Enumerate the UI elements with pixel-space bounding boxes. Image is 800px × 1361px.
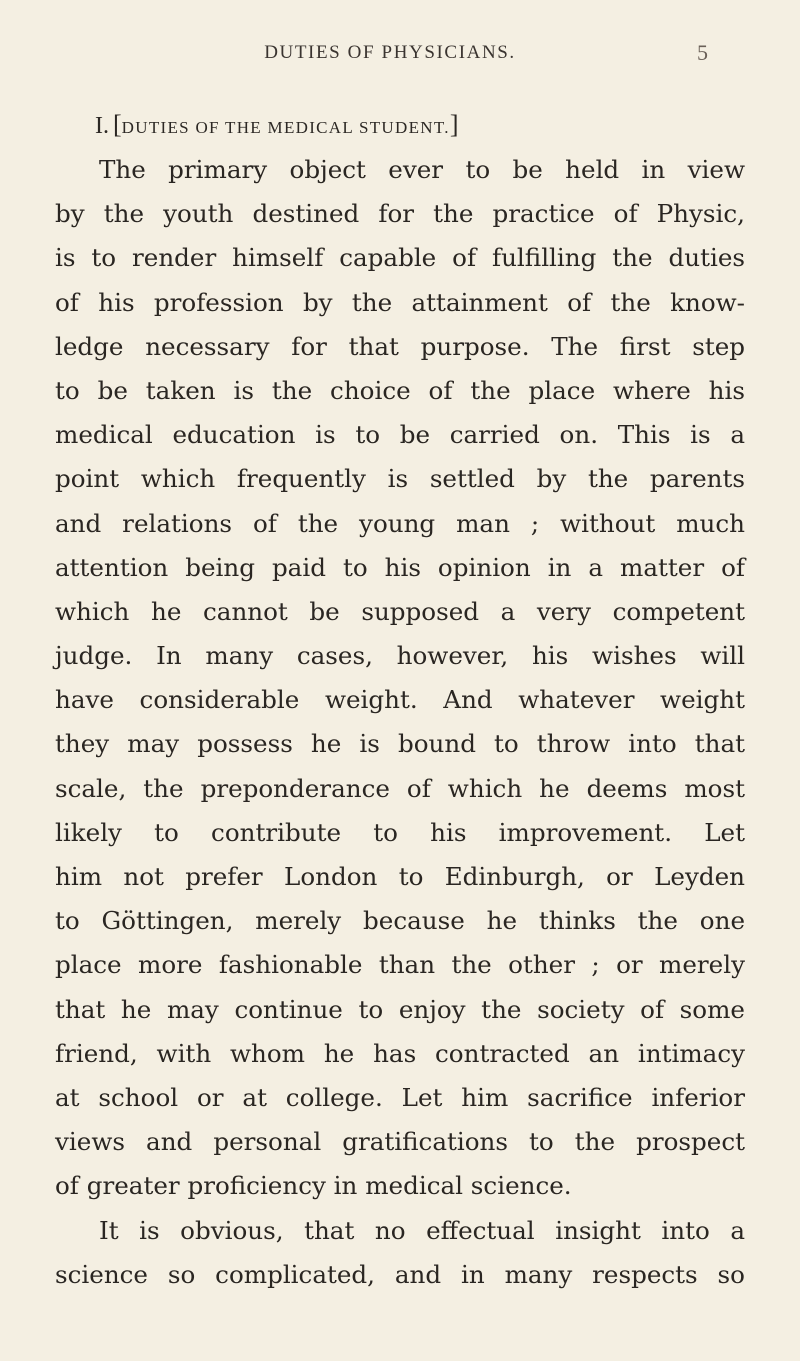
text-line: likely to contribute to his improvement. Let <box>55 817 745 847</box>
text-line: attention being paid to his opinion in a matter of <box>55 552 745 582</box>
open-bracket: [ <box>113 110 122 139</box>
text-line: to be taken is the choice of the place where his <box>55 375 745 405</box>
text-line: judge. In many cases, however, his wishes will <box>55 641 745 671</box>
text-line: science so complicated, and in many respects so <box>55 1259 745 1289</box>
text-line: have considerable weight. And whatever weight <box>55 685 745 715</box>
running-title: DUTIES OF PHYSICIANS. <box>264 42 516 63</box>
text-line: It is obvious, that no effectual insight into a <box>99 1215 745 1245</box>
text-line: by the youth destined for the practice of Physic, <box>55 199 745 229</box>
section-number: I. <box>95 113 109 139</box>
text-line: medical education is to be carried on. This is a <box>55 420 745 450</box>
body-text <box>55 148 745 1297</box>
close-bracket: ] <box>449 110 459 139</box>
text-line: The primary object ever to be held in view <box>99 155 745 184</box>
page-number: 5 <box>697 40 708 65</box>
text-line: to Göttingen, merely because he thinks the one <box>55 906 745 936</box>
text-line: point which frequently is settled by the parents <box>55 464 745 494</box>
text-line: at school or at college. Let him sacrifice inferior <box>55 1082 745 1112</box>
running-head <box>0 42 800 72</box>
text-line: place more fashionable than the other ; or merely <box>55 950 745 980</box>
text-line: scale, the preponderance of which he deems most <box>55 773 745 803</box>
text-line: ledge necessary for that purpose. The first step <box>55 331 745 361</box>
text-line: views and personal gratifications to the prospect <box>55 1127 745 1157</box>
text-line: him not prefer London to Edinburgh, or Leyden <box>55 862 745 891</box>
text-line: of his profession by the attainment of the know- <box>55 287 745 317</box>
text-line: which he cannot be supposed a very competent <box>55 596 745 626</box>
section-heading <box>95 110 715 144</box>
text-line: is to render himself capable of fulfilling the duties <box>55 243 745 273</box>
text-line: that he may continue to enjoy the society of some <box>55 994 745 1024</box>
text-line: of greater proficiency in medical science. <box>55 1171 572 1201</box>
section-title: DUTIES OF THE MEDICAL STUDENT. <box>121 118 450 137</box>
text-line: friend, with whom he has contracted an intimacy <box>55 1038 745 1068</box>
text-line: and relations of the young man ; without much <box>55 508 745 538</box>
text-line: they may possess he is bound to throw into that <box>55 729 745 759</box>
